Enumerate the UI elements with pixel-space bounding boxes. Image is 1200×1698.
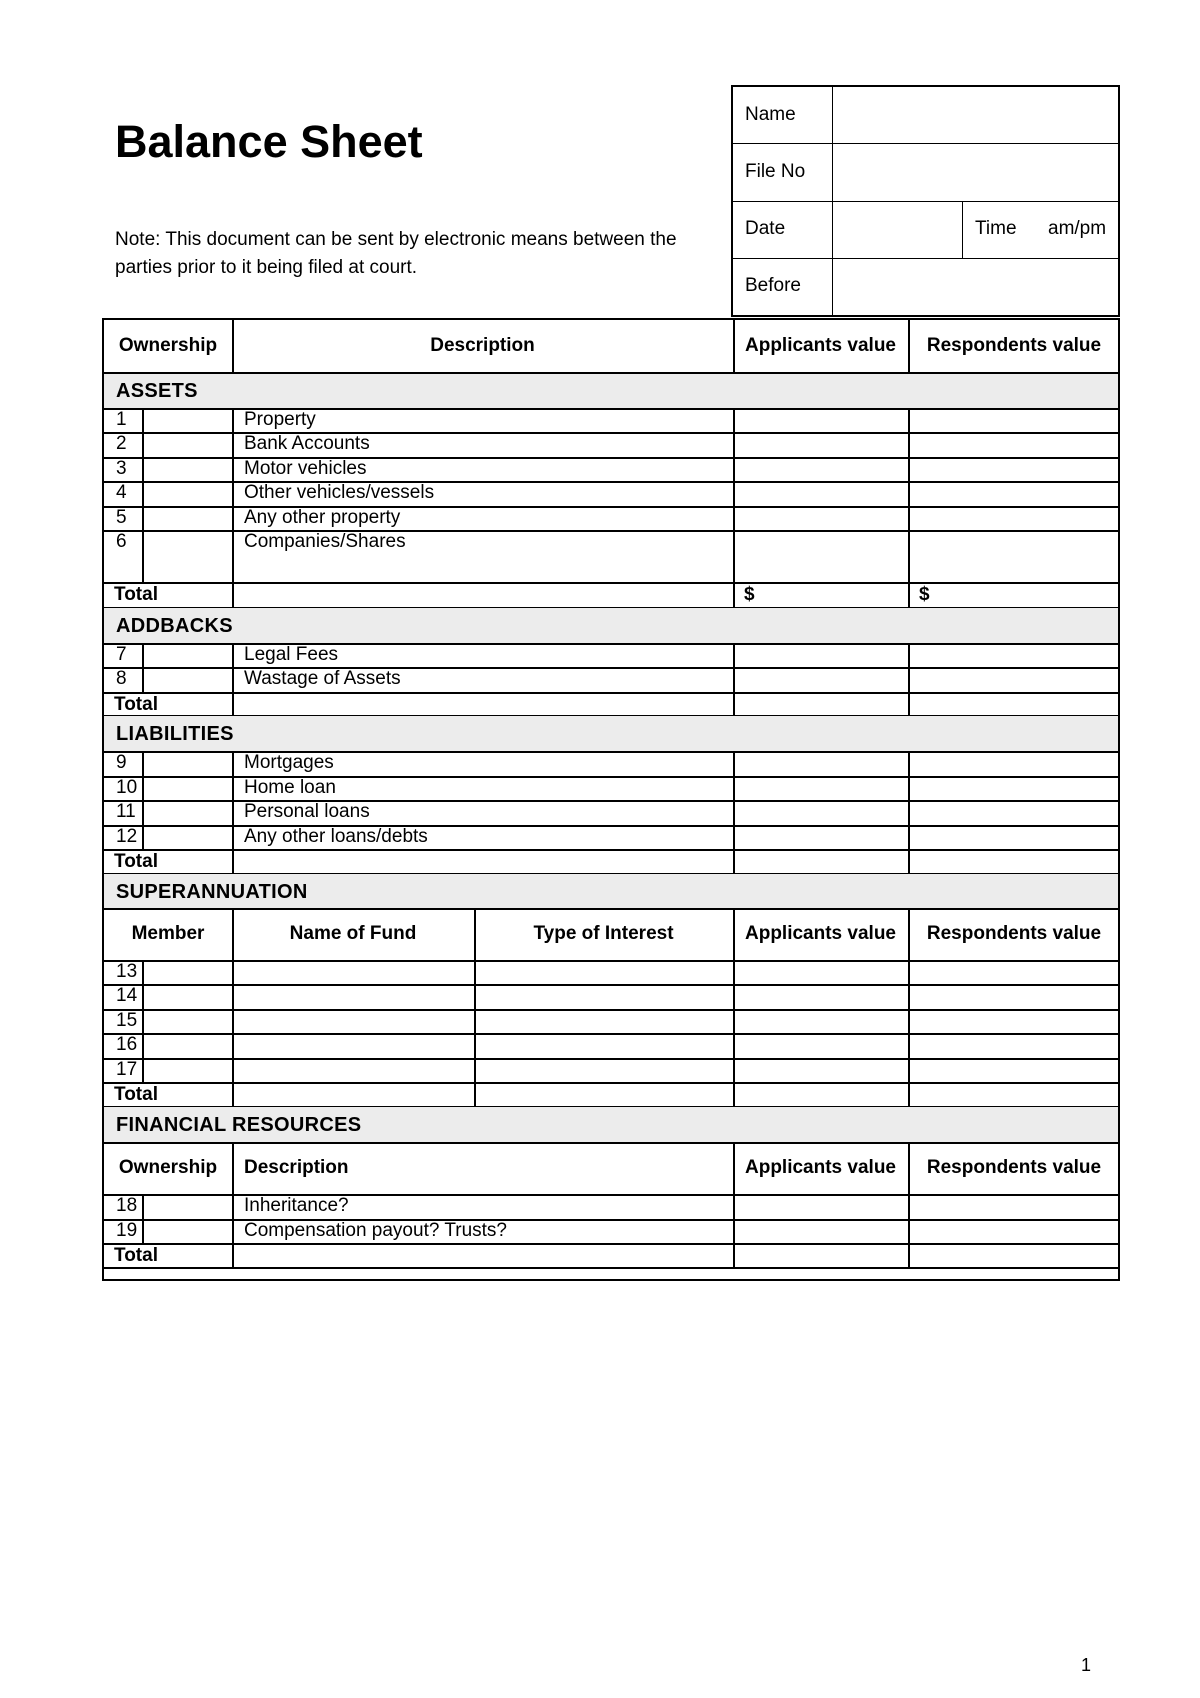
row-description: Inheritance?: [244, 1195, 349, 1216]
col-header-respondents-value: Respondents value: [926, 1157, 1102, 1178]
row-number: 11: [116, 801, 136, 822]
respondents-value-field[interactable]: [910, 1011, 1120, 1033]
ownership-field[interactable]: [144, 532, 232, 582]
ownership-field[interactable]: [144, 778, 232, 800]
member-field[interactable]: [144, 1011, 232, 1033]
total-label: Total: [114, 694, 158, 715]
col-header-applicants-value: Applicants value: [745, 335, 896, 356]
member-field[interactable]: [144, 962, 232, 984]
file-no-label: File No: [745, 161, 806, 182]
name-of-fund-field[interactable]: [234, 986, 474, 1009]
respondents-value-field[interactable]: [910, 753, 1120, 776]
before-label: Before: [745, 275, 801, 296]
section-assets: ASSETS: [116, 380, 198, 402]
applicants-total-field[interactable]: [735, 1084, 908, 1106]
name-field[interactable]: [833, 87, 1120, 141]
applicants-value-field[interactable]: [735, 778, 908, 800]
applicants-value-field[interactable]: [735, 669, 908, 692]
respondents-value-field[interactable]: [910, 1035, 1120, 1058]
row-number: 3: [116, 458, 127, 479]
section-superannuation: SUPERANNUATION: [116, 881, 308, 903]
applicants-value-field[interactable]: [735, 483, 908, 506]
ownership-field[interactable]: [144, 669, 232, 692]
row-description: Personal loans: [244, 801, 370, 822]
applicants-total-field[interactable]: [735, 694, 908, 715]
col-header-ownership: Ownership: [118, 335, 218, 356]
respondents-value-field[interactable]: [910, 986, 1120, 1009]
applicants-value-field[interactable]: [735, 1196, 908, 1219]
col-header-respondents-value: Respondents value: [926, 335, 1102, 356]
row-description: Legal Fees: [244, 644, 339, 665]
applicants-value-field[interactable]: [735, 645, 908, 667]
respondents-value-field[interactable]: [910, 410, 1120, 432]
ownership-field[interactable]: [144, 410, 232, 432]
applicants-value-field[interactable]: [735, 532, 908, 582]
type-of-interest-field[interactable]: [476, 962, 733, 984]
row-description: Any other loans/debts: [244, 826, 428, 847]
col-header-name-of-fund: Name of Fund: [289, 923, 417, 944]
row-number: 13: [116, 961, 138, 982]
section-financial-resources: FINANCIAL RESOURCES: [116, 1114, 362, 1136]
applicants-total-currency: $: [744, 584, 755, 605]
respondents-value-field[interactable]: [910, 508, 1120, 530]
case-info-box: [731, 85, 1120, 317]
applicants-value-field[interactable]: [735, 986, 908, 1009]
respondents-value-field[interactable]: [910, 802, 1120, 825]
row-number: 17: [116, 1059, 138, 1080]
row-description: Motor vehicles: [244, 458, 367, 479]
col-header-applicants-value: Applicants value: [745, 1157, 896, 1178]
row-number: 6: [116, 531, 127, 552]
row-description: Mortgages: [244, 752, 334, 773]
row-number: 1: [116, 409, 127, 430]
ownership-field[interactable]: [144, 1221, 232, 1243]
row-number: 19: [116, 1220, 138, 1241]
col-header-type-of-interest: Type of Interest: [533, 923, 674, 944]
respondents-value-field[interactable]: [910, 962, 1120, 984]
member-field[interactable]: [144, 1035, 232, 1058]
respondents-value-field[interactable]: [910, 434, 1120, 457]
row-description: Other vehicles/vessels: [244, 482, 435, 503]
total-label: Total: [114, 584, 158, 605]
ownership-field[interactable]: [144, 483, 232, 506]
row-number: 16: [116, 1034, 138, 1055]
name-of-fund-field[interactable]: [234, 962, 474, 984]
page-number: 1: [1081, 1655, 1092, 1675]
total-label: Total: [114, 1245, 158, 1266]
row-number: 18: [116, 1195, 138, 1216]
name-of-fund-field[interactable]: [234, 1011, 474, 1033]
row-description: Any other property: [244, 507, 401, 528]
date-label: Date: [745, 218, 786, 239]
respondents-value-field[interactable]: [910, 827, 1120, 849]
before-field[interactable]: [833, 259, 1120, 313]
respondents-value-field[interactable]: [910, 1196, 1120, 1219]
ownership-field[interactable]: [144, 508, 232, 530]
section-liabilities: LIABILITIES: [116, 723, 234, 745]
col-header-description: Description: [244, 1157, 349, 1178]
total-label: Total: [114, 851, 158, 872]
respondents-value-field[interactable]: [910, 483, 1120, 506]
applicants-total-field[interactable]: [735, 851, 908, 873]
applicants-value-field[interactable]: [735, 1221, 908, 1243]
name-of-fund-field[interactable]: [234, 1060, 474, 1082]
member-field[interactable]: [144, 986, 232, 1009]
applicants-total-field[interactable]: [735, 1245, 908, 1267]
col-header-member: Member: [131, 923, 205, 944]
ownership-field[interactable]: [144, 753, 232, 776]
row-number: 15: [116, 1010, 138, 1031]
respondents-value-field[interactable]: [910, 1060, 1120, 1082]
type-of-interest-field[interactable]: [476, 1060, 733, 1082]
section-addbacks: ADDBACKS: [116, 615, 233, 637]
ownership-field[interactable]: [144, 802, 232, 825]
respondents-total-field[interactable]: [910, 1245, 1120, 1267]
row-number: 8: [116, 668, 127, 689]
time-label: Time: [975, 218, 1017, 239]
respondents-total-currency: $: [919, 584, 930, 605]
member-field[interactable]: [144, 1060, 232, 1082]
name-of-fund-field[interactable]: [234, 1035, 474, 1058]
row-number: 2: [116, 433, 127, 454]
applicants-value-field[interactable]: [735, 753, 908, 776]
applicants-value-field[interactable]: [735, 827, 908, 849]
respondents-value-field[interactable]: [910, 778, 1120, 800]
respondents-value-field[interactable]: [910, 1221, 1120, 1243]
type-of-interest-field[interactable]: [476, 1035, 733, 1058]
col-header-respondents-value: Respondents value: [926, 923, 1102, 944]
row-number: 12: [116, 826, 138, 847]
row-description: Compensation payout? Trusts?: [244, 1220, 507, 1241]
ownership-field[interactable]: [144, 827, 232, 849]
respondents-value-field[interactable]: [910, 645, 1120, 667]
row-description: Wastage of Assets: [244, 668, 401, 689]
respondents-total-field[interactable]: [910, 694, 1120, 715]
row-description: Companies/Shares: [244, 531, 406, 552]
applicants-value-field[interactable]: [735, 1060, 908, 1082]
col-header-ownership: Ownership: [118, 1157, 218, 1178]
respondents-value-field[interactable]: [910, 669, 1120, 692]
ampm-label: am/pm: [1048, 218, 1107, 239]
row-description: Property: [244, 409, 316, 430]
row-number: 14: [116, 985, 138, 1006]
ownership-field[interactable]: [144, 434, 232, 457]
row-number: 4: [116, 482, 127, 503]
balance-sheet-table: [102, 318, 1120, 1281]
respondents-total-field[interactable]: [910, 584, 1120, 607]
filing-note: Note: This document can be sent by electronic means between the parties prior to it being filed at court.: [115, 229, 677, 278]
col-header-applicants-value: Applicants value: [745, 923, 896, 944]
respondents-total-field[interactable]: [910, 1084, 1120, 1106]
respondents-value-field[interactable]: [910, 459, 1120, 481]
row-description: Home loan: [244, 777, 336, 798]
respondents-value-field[interactable]: [910, 532, 1120, 582]
applicants-value-field[interactable]: [735, 459, 908, 481]
row-number: 9: [116, 752, 127, 773]
row-number: 10: [116, 777, 138, 798]
applicants-value-field[interactable]: [735, 1011, 908, 1033]
type-of-interest-field[interactable]: [476, 986, 733, 1009]
ownership-field[interactable]: [144, 459, 232, 481]
ownership-field[interactable]: [144, 1196, 232, 1219]
applicants-value-field[interactable]: [735, 410, 908, 432]
applicants-value-field[interactable]: [735, 962, 908, 984]
applicants-value-field[interactable]: [735, 508, 908, 530]
ownership-field[interactable]: [144, 645, 232, 667]
applicants-value-field[interactable]: [735, 1035, 908, 1058]
row-description: Bank Accounts: [244, 433, 370, 454]
name-label: Name: [745, 104, 796, 125]
respondents-total-field[interactable]: [910, 851, 1120, 873]
applicants-value-field[interactable]: [735, 434, 908, 457]
row-number: 7: [116, 644, 127, 665]
applicants-total-field[interactable]: [735, 584, 908, 607]
type-of-interest-field[interactable]: [476, 1011, 733, 1033]
total-label: Total: [114, 1084, 158, 1105]
file-no-field[interactable]: [833, 144, 1120, 198]
col-header-description: Description: [430, 335, 535, 356]
applicants-value-field[interactable]: [735, 802, 908, 825]
row-number: 5: [116, 507, 127, 528]
page-title: Balance Sheet: [115, 116, 423, 167]
date-field[interactable]: [833, 202, 961, 256]
